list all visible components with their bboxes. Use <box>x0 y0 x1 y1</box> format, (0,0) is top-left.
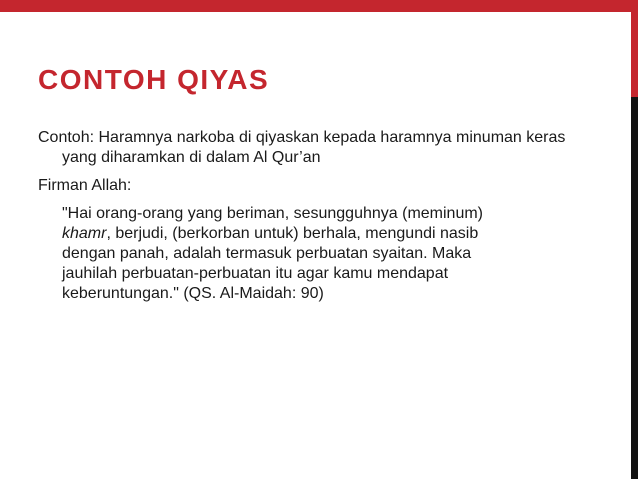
quote-italic-word: khamr <box>62 225 107 242</box>
example-paragraph: Contoh: Haramnya narkoba di qiyaskan kepada haramnya minuman keras yang diharamkan di dalam Al Qur’an <box>38 129 566 166</box>
quran-quote <box>62 204 552 304</box>
firman-label: Firman Allah: <box>38 177 132 194</box>
side-dark-bar <box>631 97 638 479</box>
quote-line-2 <box>62 224 552 244</box>
quote-line-4: jauhilah perbuatan-perbuatan itu agar kamu mendapat <box>62 265 449 282</box>
quote-line-3: dengan panah, adalah termasuk perbuatan syaitan. Maka <box>62 245 472 262</box>
quote-line-2-rest: , berjudi, (berkorban untuk) berhala, mengundi nasib <box>106 225 479 242</box>
side-accent-bar <box>631 12 638 97</box>
quote-line-1: "Hai orang-orang yang beriman, sesungguhnya (meminum) <box>62 205 484 222</box>
quote-line-5: keberuntungan." (QS. Al-Maidah: 90) <box>62 285 324 302</box>
slide-title: CONTOH QIYAS <box>38 64 270 95</box>
top-accent-bar <box>0 0 638 12</box>
slide-body <box>38 128 598 304</box>
